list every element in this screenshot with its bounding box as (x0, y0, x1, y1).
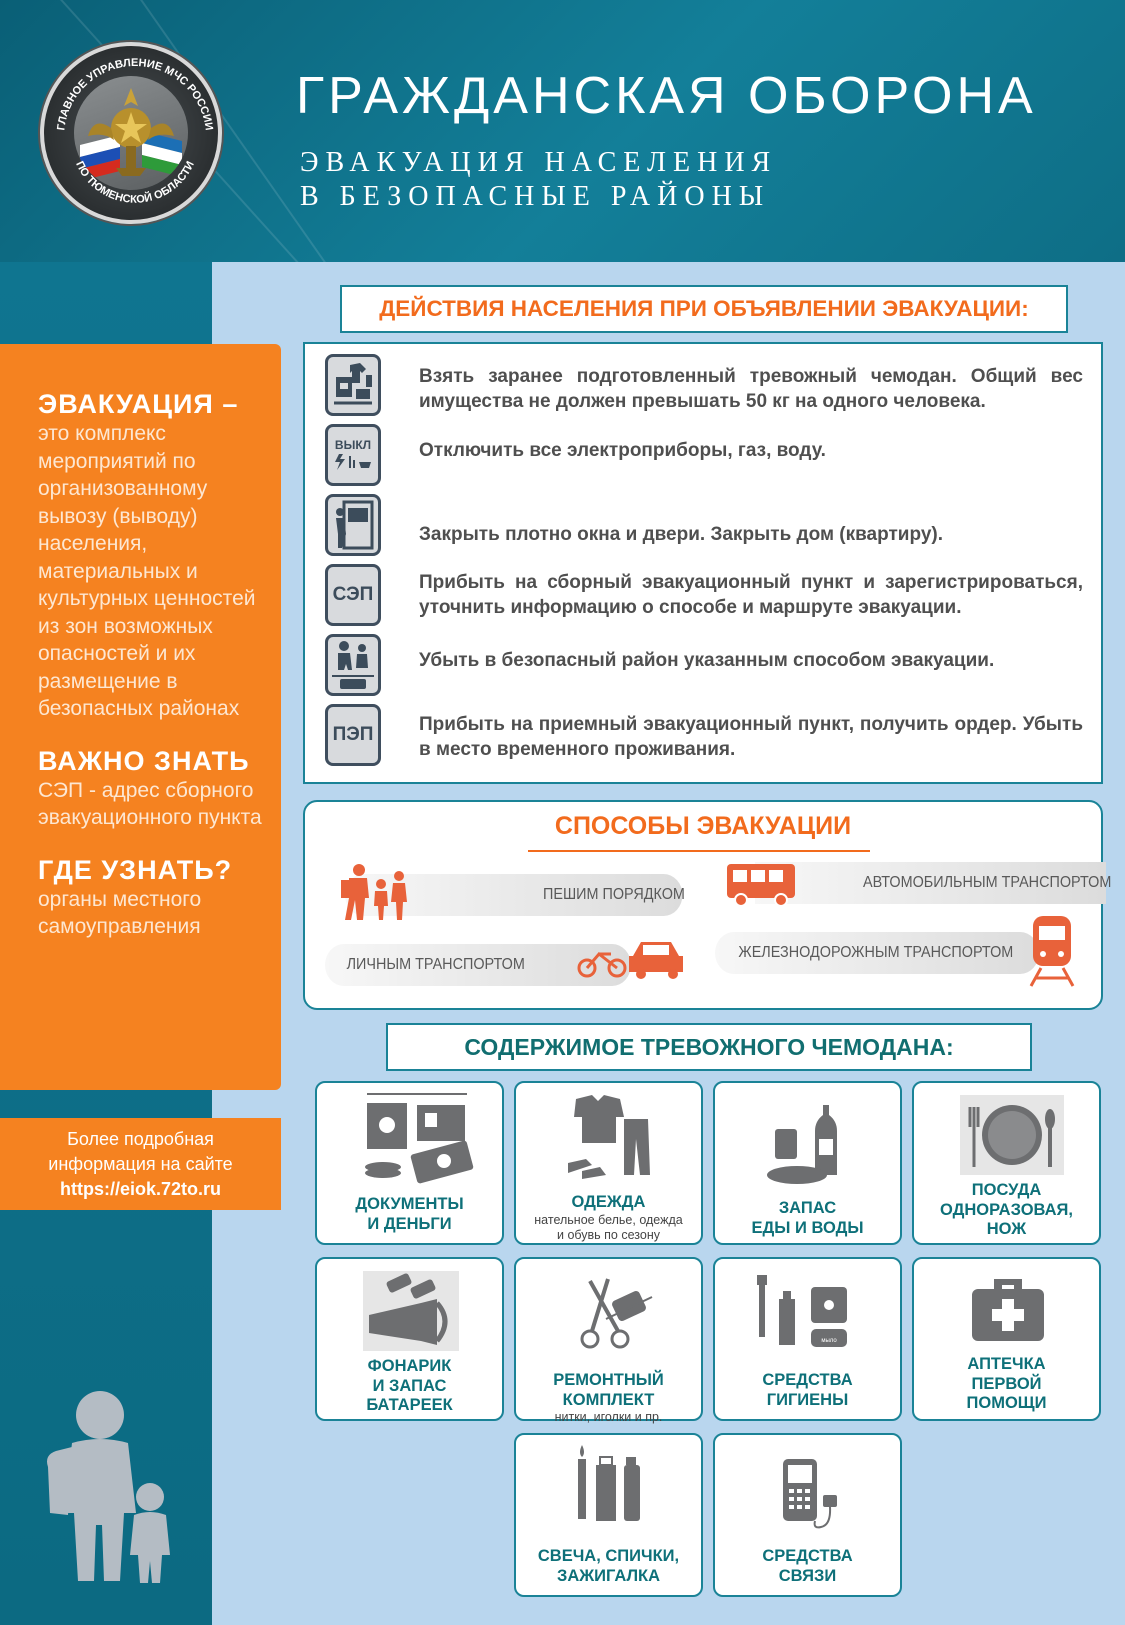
item-card-candle (514, 1433, 703, 1597)
item-label: АПТЕЧКА ПЕРВОЙ ПОМОЩИ (966, 1355, 1047, 1412)
dishes-icon (914, 1083, 1103, 1183)
item-label: ЗАПАС ЕДЫ И ВОДЫ (751, 1199, 864, 1237)
svg-text:ГЛАВНОЕ УПРАВЛЕНИЕ МЧС РОССИИ (55, 57, 214, 131)
item-label: СРЕДСТВА СВЯЗИ (762, 1547, 853, 1585)
pep-icon: ПЭП (325, 704, 381, 766)
method-auto: АВТОМОБИЛЬНЫМ ТРАНСПОРТОМ (755, 862, 1106, 904)
item-card-first-aid (912, 1257, 1101, 1421)
svg-text:ПО ТЮМЕНСКОЙ ОБЛАСТИ (73, 159, 197, 205)
item-label: ПОСУДА ОДНОРАЗОВАЯ, НОЖ (940, 1181, 1073, 1238)
item-card-clothes (514, 1081, 703, 1245)
subtitle-line-1: ЭВАКУАЦИЯ НАСЕЛЕНИЯ (300, 147, 778, 178)
subtitle-line-2: В БЕЗОПАСНЫЕ РАЙОНЫ (300, 181, 771, 212)
important-text: СЭП - адрес сборного эвакуационного пункта (38, 778, 262, 829)
emercom-logo (40, 42, 222, 224)
methods-title: СПОСОБЫ ЭВАКУАЦИИ (554, 812, 852, 840)
method-personal: ЛИЧНЫМ ТРАНСПОРТОМ (325, 944, 631, 986)
action-text: Закрыть плотно окна и двери. Закрыть дом (квартиру). (419, 524, 943, 545)
train-icon (1027, 912, 1077, 988)
sewing-kit-icon (516, 1259, 705, 1359)
suitcase-title: СОДЕРЖИМОЕ ТРЕВОЖНОГО ЧЕМОДАНА: (386, 1023, 1032, 1071)
clothes-icon (516, 1083, 705, 1193)
item-card-phone (713, 1433, 902, 1597)
action-text: Прибыть на приемный эвакуационный пункт, получить ордер. Убыть в место временного проживания. (419, 714, 1083, 760)
evacuation-methods (303, 800, 1112, 1010)
important-heading: ВАЖНО ЗНАТЬ (38, 745, 250, 776)
item-label: СРЕДСТВА ГИГИЕНЫ (762, 1371, 853, 1409)
sep-icon: СЭП (325, 564, 381, 626)
logo-text-bottom: ПО ТЮМЕНСКОЙ ОБЛАСТИ (73, 159, 197, 206)
bike-car-icon (577, 932, 687, 982)
door-close-icon (325, 494, 381, 556)
family-icon (38, 1385, 188, 1585)
item-card-repair (514, 1257, 703, 1424)
method-rail: ЖЕЛЕЗНОДОРОЖНЫМ ТРАНСПОРТОМ (715, 932, 1039, 974)
walking-people-icon (341, 862, 411, 922)
candle-matches-icon (516, 1435, 705, 1545)
where-heading: ГДЕ УЗНАТЬ? (38, 854, 233, 885)
more-info-box (0, 1118, 281, 1210)
bus-icon (725, 862, 797, 908)
more-info-line-2: информация на сайте (48, 1154, 233, 1174)
page-title: ГРАЖДАНСКАЯ ОБОРОНА (296, 67, 1037, 125)
actions-list (303, 342, 1103, 784)
action-text: Прибыть на сборный эвакуационный пункт и зарегистрироваться, уточнить информацию о способе и маршруте эвакуации. (419, 572, 1083, 618)
item-label: СВЕЧА, СПИЧКИ, ЗАЖИГАЛКА (537, 1547, 680, 1585)
item-card-dishes (912, 1081, 1101, 1245)
soap-label: мыло (821, 1338, 837, 1344)
where-text: органы местного самоуправления (38, 887, 202, 938)
item-label: РЕМОНТНЫЙ КОМПЛЕКТ нитки, иголки и пр. (553, 1371, 664, 1424)
evacuate-people-icon (325, 634, 381, 696)
item-card-flashlight (315, 1257, 504, 1421)
methods-underline (528, 850, 870, 852)
item-label: ФОНАРИК И ЗАПАС БАТАРЕЕК (366, 1357, 453, 1414)
suitcase-icon (325, 354, 381, 416)
item-card-documents (315, 1081, 504, 1245)
website-link[interactable]: https://eiok.72to.ru (59, 1179, 221, 1199)
actions-title: ДЕЙСТВИЯ НАСЕЛЕНИЯ ПРИ ОБЪЯВЛЕНИИ ЭВАКУАЦИИ: (340, 285, 1068, 333)
hygiene-icon (715, 1259, 904, 1359)
definition-box (0, 344, 281, 1090)
item-card-food (713, 1081, 902, 1245)
power-off-label: ВЫКЛ (334, 438, 372, 452)
food-water-icon (715, 1083, 904, 1193)
phone-charger-icon (715, 1435, 904, 1545)
evacuation-heading: ЭВАКУАЦИЯ – (38, 389, 239, 419)
method-walk: ПЕШИМ ПОРЯДКОМ (345, 874, 683, 916)
action-text: Отключить все электроприборы, газ, воду. (419, 440, 826, 461)
page-subtitle (300, 146, 777, 214)
power-off-icon (325, 424, 381, 486)
flashlight-icon (317, 1259, 506, 1359)
action-text: Взять заранее подготовленный тревожный чемодан. Общий вес имущества не должен превышать 50 кг на одного человека. (419, 366, 1083, 412)
logo-text-top: ГЛАВНОЕ УПРАВЛЕНИЕ МЧС РОССИИ (55, 56, 215, 132)
first-aid-icon (914, 1259, 1103, 1359)
evacuation-definition: это комплекс мероприятий по организованному вывозу (выводу) населения, материальных и культурных ценностей из зон возможных опасностей и их размещение в безопасных районах (38, 422, 256, 720)
item-label: ОДЕЖДА нательное белье, одежда и обувь по сезону (534, 1193, 683, 1242)
item-card-hygiene (713, 1257, 902, 1421)
more-info-line-1: Более подробная (67, 1129, 214, 1149)
documents-money-icon (317, 1083, 506, 1193)
item-label: ДОКУМЕНТЫ И ДЕНЬГИ (355, 1195, 464, 1233)
action-text: Убыть в безопасный район указанным способом эвакуации. (419, 650, 995, 671)
logo-ring-text (44, 46, 226, 228)
